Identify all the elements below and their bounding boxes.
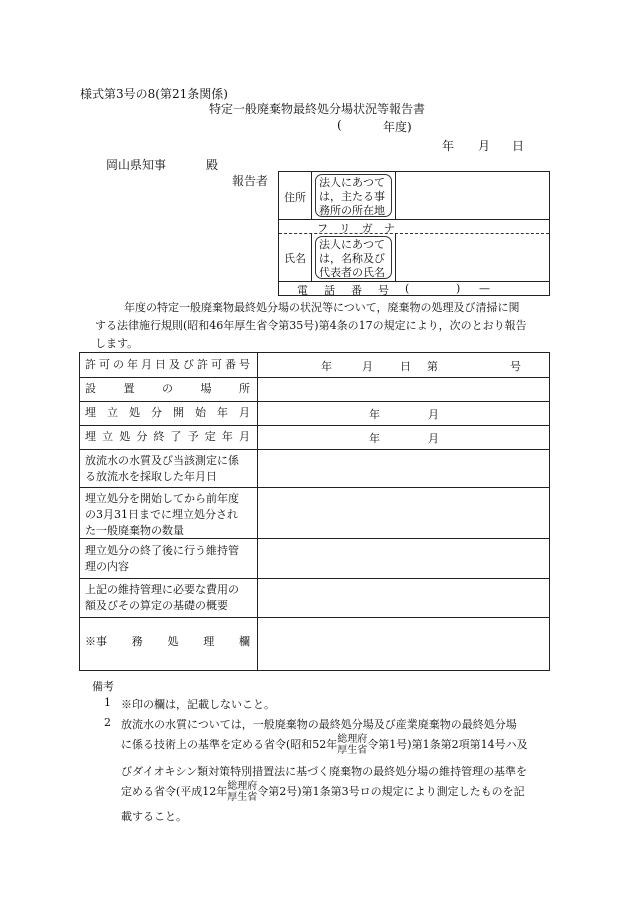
label-char: 立 [107,406,118,419]
divider [311,233,312,281]
date-year: 年 [442,139,455,153]
row-permit-label [85,357,250,373]
label-line: 理の内容 [85,560,129,573]
label-char: 開 [173,406,184,419]
note-2-number: 2 [104,716,111,729]
ministry-stack [227,781,257,803]
label-char: 可 [211,358,222,371]
label-char: 分 [136,430,148,443]
date-day: 日 [512,139,525,153]
label-char: 月 [238,430,250,443]
furigana-char: フ [317,222,328,235]
label-char: 務 [131,635,143,648]
row-divider [80,578,549,579]
label-char: 了 [170,430,182,443]
note-1-number: 1 [104,696,111,709]
label-line: 額及びその算定の基礎の概要 [85,599,228,612]
report-table [79,352,550,671]
note-2-line-1: 放流水の水質については，一般廃棄物の最終処分場及び産業廃棄物の最終処分場 [121,718,517,731]
label-line: る放流水を採取した年月日 [85,470,217,483]
label-char: 終 [153,430,165,443]
label-char: 許 [85,358,96,371]
label-line: の3月31日までに埋立処分され [85,508,238,521]
intro-line-1: 年度の特定一般廃棄物最終処分場の状況等について，廃棄物の処理及び清掃に関 [124,301,520,314]
label-char: 処 [129,406,140,419]
stack-bottom: 厚生省 [227,792,258,803]
phone-paren-open: ( [405,282,410,295]
note-2-line-3: びダイオキシン類対策特別措置法に基づく廃棄物の最終処分場の維持管理の基準を [121,765,528,778]
permit-year: 年 [321,360,332,373]
reporter-label: 報告者 [232,174,269,188]
label-char: 設 [85,382,96,395]
label-char: ※事 [85,635,107,648]
fiscal-year-label: 年度) [383,120,412,134]
phone-label-char: 電 [297,284,308,297]
label-line: 埋立処分を開始してから前年度 [85,492,239,505]
note-1: ※印の欄は，記載しないこと。 [121,698,275,711]
stack-bottom: 厚生省 [337,745,368,756]
start-year: 年 [369,408,380,421]
phone-dash: — [479,282,490,295]
address-label: 住所 [284,191,306,204]
phone-label-char: 話 [324,284,335,297]
label-char: 分 [151,406,162,419]
label-char: の [113,358,124,371]
end-year: 年 [369,432,380,445]
divider [395,233,396,281]
row-cost-label [85,582,239,614]
intro-line-2: する法律施行規則(昭和46年厚生省令第35号)第4条の17の規定により，次のとおり報告 [95,319,527,332]
text-run: 令第2号)第1条第3号ロの規定により測定したものを記 [257,785,525,798]
row-office-use-label [85,634,250,650]
permit-day: 日 [400,360,411,373]
row-maintenance-label [85,543,239,575]
note-2-line-4 [121,781,525,803]
addressee: 岡山県知事 [106,158,167,172]
label-char: 日 [155,358,166,371]
label-char: の [162,382,173,395]
notes-heading: 備考 [92,680,114,693]
row-divider [80,449,549,450]
note-2-line-5: 載すること。 [121,810,187,823]
permit-no-suffix: 号 [510,360,521,373]
divider [311,172,312,219]
furigana-label [317,220,395,236]
label-char: 埋 [85,406,96,419]
label-char: 番 [225,358,236,371]
label-line: た一般廃棄物の数量 [85,524,184,537]
row-start-label [85,405,250,421]
label-char: 予 [187,430,199,443]
row-quantity-label [85,491,239,539]
label-char: 月 [141,358,152,371]
label-char: 場 [200,382,212,395]
phone-paren-close: ) [456,282,461,295]
ministry-stack [337,734,367,756]
note-2-line-2 [121,734,528,756]
permit-no-prefix: 第 [427,360,438,373]
intro-line-3: します。 [95,337,139,350]
label-char: 立 [102,430,114,443]
label-char: 可 [99,358,110,371]
label-line: 上記の維持管理に必要な費用の [85,583,239,596]
phone-label-char: 番 [351,284,362,297]
label-char: び [183,358,194,371]
label-char: 年 [221,430,233,443]
label-char: 所 [239,382,250,395]
label-char: 欄 [239,635,250,648]
furigana-char: ガ [361,222,373,235]
row-divider [80,377,549,378]
honorific: 殿 [206,158,219,172]
stack-top: 総理府 [337,734,368,745]
label-char: 年 [217,406,228,419]
label-char: 定 [204,430,216,443]
label-char: 埋 [85,430,96,443]
row-end-label [85,429,250,445]
phone-label-char: 号 [378,284,389,297]
label-char: 月 [239,406,250,419]
name-label: 氏名 [284,252,306,265]
row-divider [80,487,549,488]
label-char: 理 [203,635,215,648]
label-line: 理立処分の終了後に行う維持管 [85,544,239,557]
furigana-char: リ [339,222,351,235]
label-char: 号 [239,358,250,371]
divider [395,172,396,219]
label-line: 放流水の水質及び当該測定に係 [85,454,239,467]
form-number: 様式第3号の8(第21条関係) [80,87,228,101]
furigana-char: ナ [383,222,395,235]
label-char: 年 [127,358,138,371]
label-char: 許 [197,358,208,371]
text-run: に係る技術上の基準を定める省令(昭和52年 [121,738,338,751]
document-title: 特定一般廃棄物最終処分場状況等報告書 [209,102,426,116]
end-month: 月 [428,432,439,445]
row-water-quality-label [85,453,239,485]
permit-month: 月 [362,360,373,373]
stack-top: 総理府 [227,781,258,792]
address-note: 法人にあつては，主たる事務所の所在地 [315,174,392,217]
date-month: 月 [478,139,491,153]
phone-label [297,282,389,298]
reporter-box [278,171,550,296]
row-location-label [85,381,250,397]
label-char: 処 [167,635,179,648]
row-divider [80,401,549,402]
row-divider [80,617,549,618]
label-char: 始 [195,406,206,419]
start-month: 月 [428,408,439,421]
text-run: 定める省令(平成12年 [121,785,228,798]
name-note: 法人にあつては，名称及び代表者の氏名 [315,236,392,279]
label-char: 処 [119,430,131,443]
fiscal-year-open: ( [337,118,342,132]
label-char: 及 [169,358,180,371]
label-char: 置 [123,382,135,395]
row-divider [80,425,549,426]
text-run: 令第1号)第1条第2項第14号ハ及 [367,738,528,751]
